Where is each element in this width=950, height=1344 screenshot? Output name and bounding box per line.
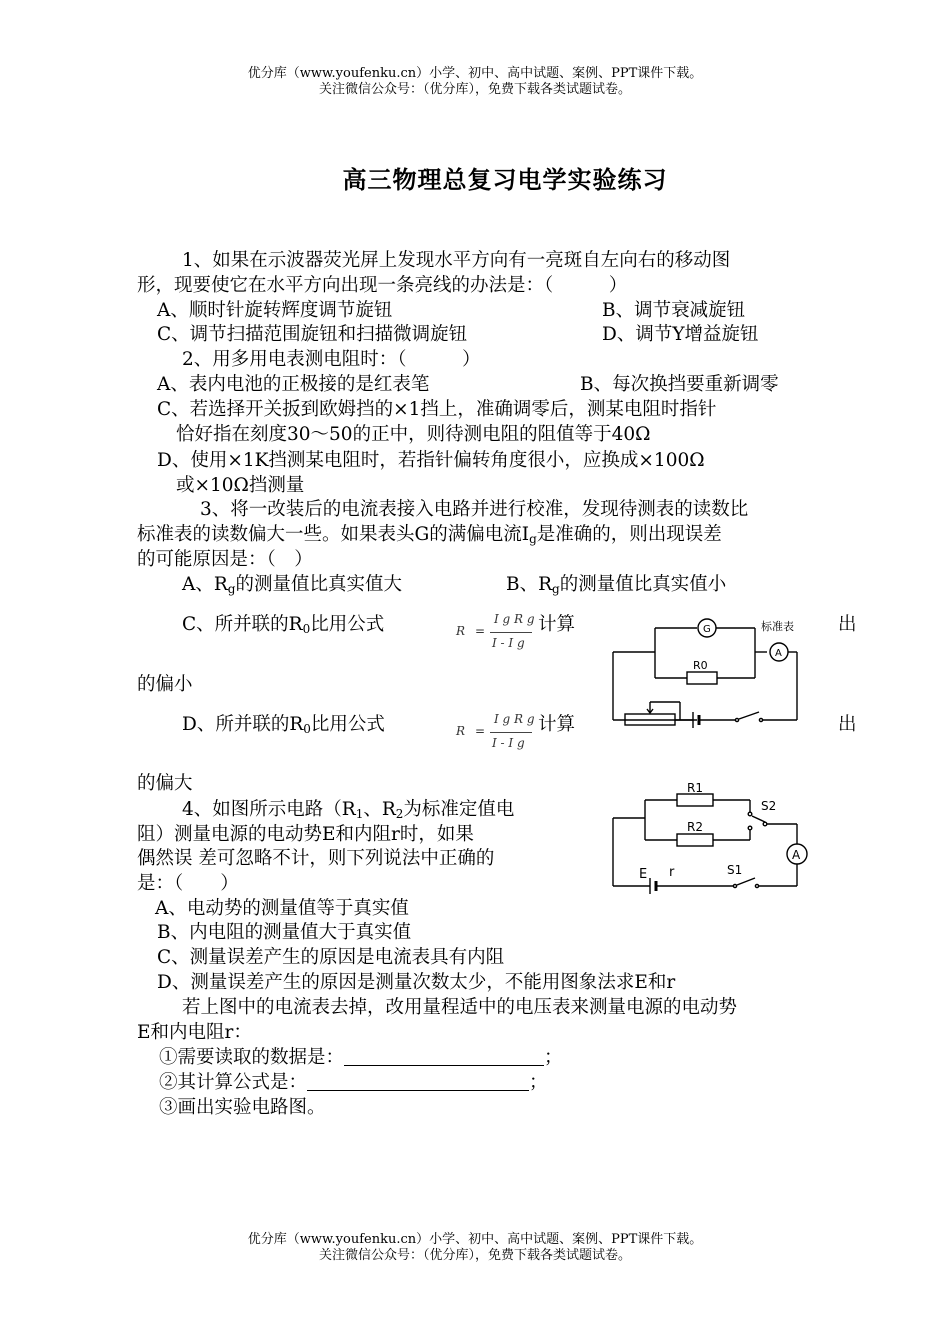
q3-option-c-end: 计算 <box>538 614 576 635</box>
footer-line-2: 关注微信公众号：（优分库），免费下载各类试题试卷。 <box>318 1248 631 1263</box>
q4-extra-line2: E和内电阻r： <box>137 1022 252 1043</box>
resistor-r0-icon <box>687 672 717 684</box>
q4-stem-line4: 是：（ ） <box>137 873 239 894</box>
q3-option-d: D、所并联的$R_0$比用公式 <box>182 714 385 736</box>
header-line-1: 优分库（www.youfenku.cn）小学、初中、高中试题、案例、PPT课件下载。 <box>247 66 703 81</box>
q2-option-c-line2: 恰好指在刻度30～50的正中，则待测电阻的阻值等于40Ω <box>176 424 651 445</box>
q3-option-d-out: 出 <box>838 714 857 735</box>
q4-item-1: ①需要读取的数据是： ； <box>159 1047 563 1068</box>
q3-option-d-end: 计算 <box>538 714 576 735</box>
q3-formula-c: R = I g R g I - I g <box>456 612 535 650</box>
header-line-2: 关注微信公众号：（优分库），免费下载各类试题试卷。 <box>318 82 631 97</box>
q3-formula-d: R = I g R g I - I g <box>456 712 535 750</box>
q4-stem-line2: 阻）测量电源的电动势E和内阻r时，如果 <box>137 824 474 845</box>
q4-item-3: ③画出实验电路图。 <box>159 1097 326 1118</box>
q2-option-d-line2: 或×10Ω挡测量 <box>176 475 305 496</box>
q2-option-d-line1: D、使用×1K挡测某电阻时，若指针偏转角度很小，应换成×100Ω <box>157 450 705 471</box>
answer-blank-2[interactable] <box>307 1072 529 1091</box>
q4-option-b: B、内电阻的测量值大于真实值 <box>157 922 412 943</box>
q4-circuit-diagram <box>605 778 817 894</box>
q3-option-a: A、$R_g$的测量值比真实值大 <box>182 574 402 596</box>
q1-option-b: B、调节衰减旋钮 <box>602 300 746 321</box>
resistor-r2-label: R2 <box>687 820 703 834</box>
standard-meter-label: 标准表 <box>761 620 794 633</box>
q4-stem-line3: 偶然误 差可忽略不计，则下列说法中正确的 <box>137 848 495 869</box>
emf-label: E <box>639 867 648 882</box>
q2-option-a: A、表内电池的正极接的是红表笔 <box>157 374 430 395</box>
q2-option-b: B、每次换挡要重新调零 <box>580 374 779 395</box>
resistor-r2-icon <box>677 834 713 846</box>
page-title: 高三物理总复习电学实验练习 <box>342 165 668 194</box>
q3-option-c-line2: 的偏小 <box>137 674 193 695</box>
galvanometer-label: G <box>703 624 711 635</box>
q1-stem-line1: 1、如果在示波器荧光屏上发现水平方向有一亮斑自左向右的移动图 <box>182 250 731 271</box>
switch-s2-label: S2 <box>761 799 777 813</box>
resistor-r0-label: R0 <box>693 659 708 672</box>
resistor-r1-label: R1 <box>687 781 703 795</box>
q3-stem-line1: 3、将一改装后的电流表接入电路并进行校准，发现待测表的读数比 <box>200 499 749 520</box>
q1-option-a: A、顺时针旋转辉度调节旋钮 <box>157 300 393 321</box>
q3-stem-line2: 标准表的读数偏大一些。如果表头G的满偏电流$I_g$是准确的，则出现误差 <box>137 524 722 546</box>
q3-option-d-line2: 的偏大 <box>137 773 193 794</box>
q1-option-d: D、调节Y增益旋钮 <box>602 324 759 345</box>
q2-stem: 2、用多用电表测电阻时：（ ） <box>182 349 481 370</box>
q3-stem-line3: 的可能原因是：（ ） <box>137 549 313 570</box>
q4-item-2: ②其计算公式是： ； <box>159 1072 548 1093</box>
q4-option-a: A、电动势的测量值等于真实值 <box>155 898 409 919</box>
q4-option-d: D、测量误差产生的原因是测量次数太少，不能用图象法求E和r <box>157 972 676 993</box>
q4-extra-line1: 若上图中的电流表去掉，改用量程适中的电压表来测量电源的电动势 <box>182 997 738 1018</box>
q3-option-c-out: 出 <box>838 614 857 635</box>
q1-stem-line2: 形，现要使它在水平方向出现一条亮线的办法是：（ ） <box>137 275 628 296</box>
ammeter-label: A <box>775 648 782 659</box>
resistor-r1-icon <box>677 794 713 806</box>
internal-resistance-label: r <box>669 865 675 880</box>
q3-option-b: B、$R_g$的测量值比真实值小 <box>506 574 727 596</box>
switch-s1-label: S1 <box>727 863 743 877</box>
q3-option-c: C、所并联的$R_0$比用公式 <box>182 614 385 636</box>
q3-circuit-diagram <box>605 612 805 730</box>
footer-line-1: 优分库（www.youfenku.cn）小学、初中、高中试题、案例、PPT课件下载。 <box>247 1232 703 1247</box>
q4-option-c: C、测量误差产生的原因是电流表具有内阻 <box>157 947 505 968</box>
q2-option-c-line1: C、若选择开关扳到欧姆挡的×1挡上，准确调零后，测某电阻时指针 <box>157 399 717 420</box>
q1-option-c: C、调节扫描范围旋钮和扫描微调旋钮 <box>157 324 468 345</box>
q4-stem-line1: 4、如图所示电路（$R_1$、$R_2$为标准定值电 <box>182 799 515 821</box>
answer-blank-1[interactable] <box>344 1047 544 1066</box>
ammeter-label: A <box>792 848 801 862</box>
